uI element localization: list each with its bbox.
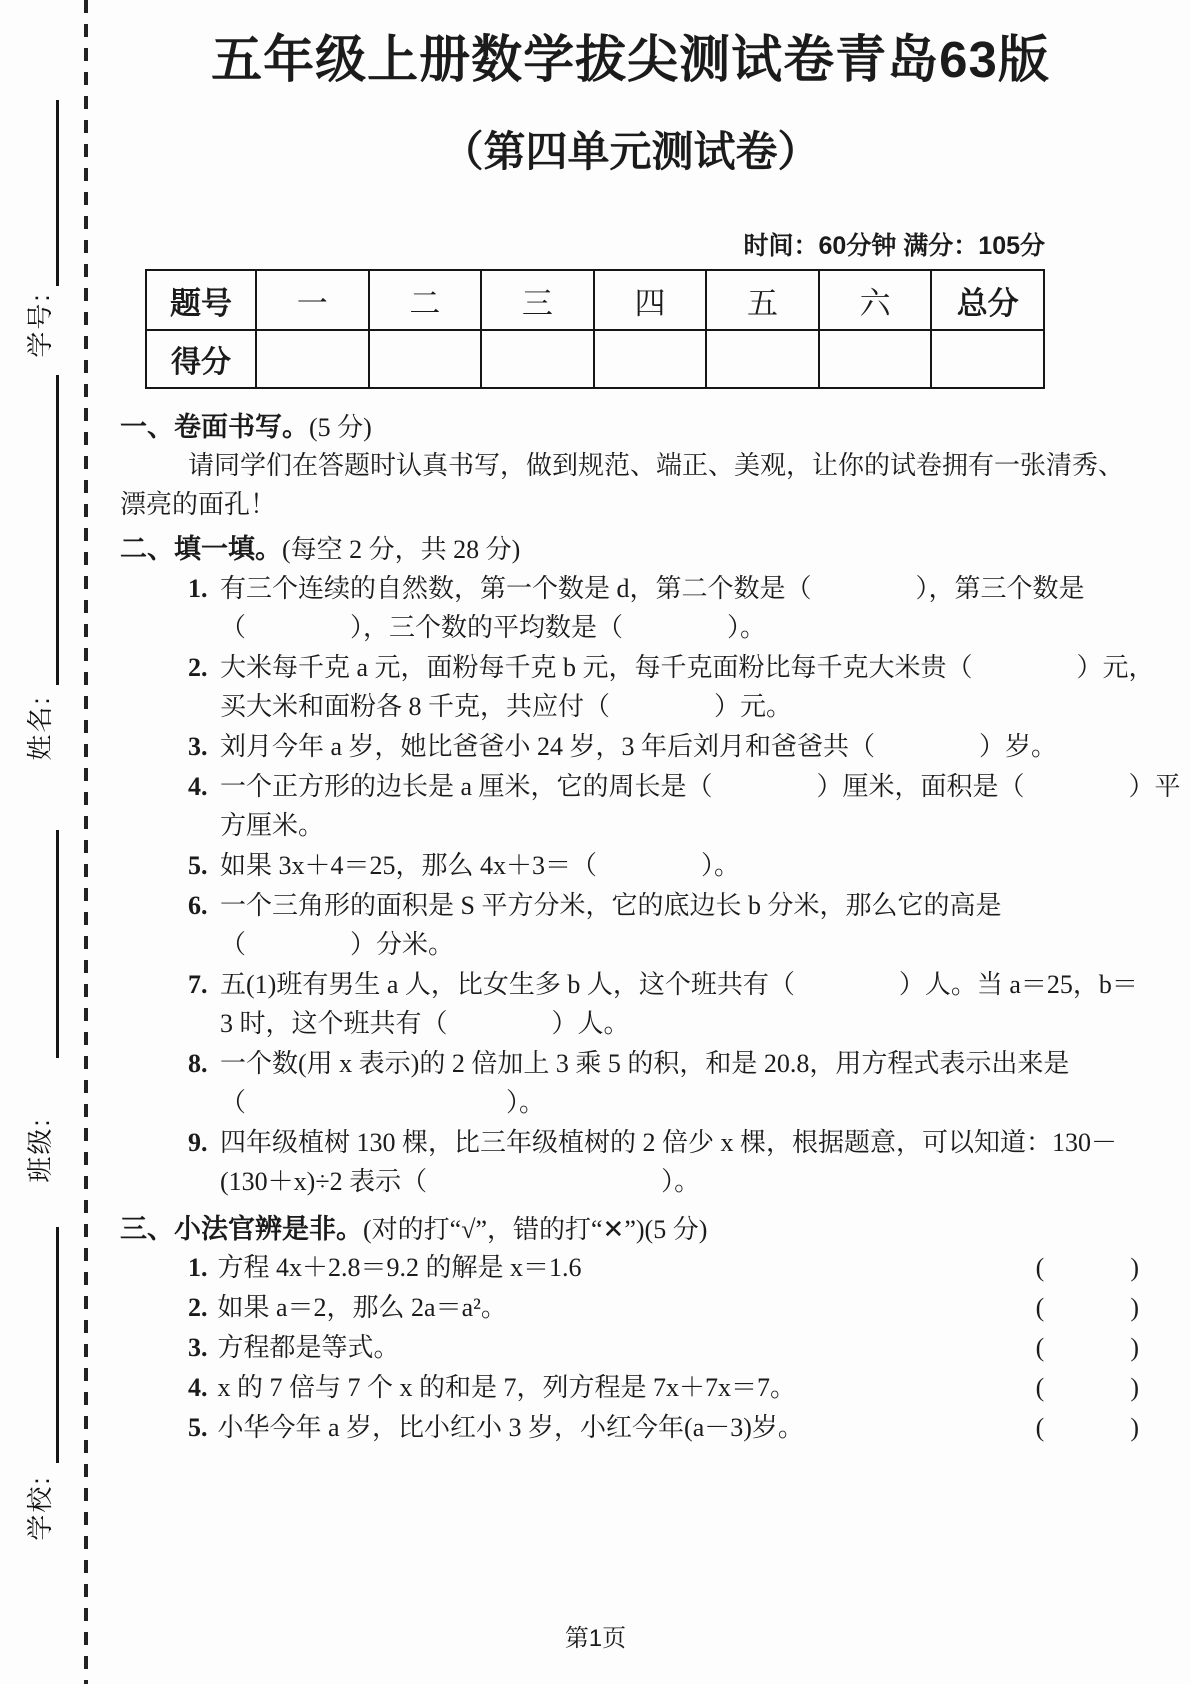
handwriting-notice-line: 漂亮的面孔！ (120, 490, 277, 519)
score-table-cell: 二 (369, 270, 482, 330)
question-number: 4. (188, 1373, 208, 1402)
question-text: 如果 3x＋4＝25，那么 4x＋3＝（ ）。 (220, 851, 741, 880)
judge-question (188, 1328, 1141, 1368)
fill-question (120, 1123, 1141, 1201)
fill-question (120, 965, 1141, 1043)
question-text: 一个正方形的边长是 a 厘米，它的周长是（ ）厘米，面积是（ ）平 (220, 772, 1181, 801)
fill-question (120, 727, 1141, 766)
score-table-cell (706, 330, 819, 388)
question-number: 6. (188, 891, 208, 920)
question-number: 1. (188, 574, 208, 603)
handwriting-notice-line: 请同学们在答题时认真书写，做到规范、端正、美观，让你的试卷拥有一张清秀、 (188, 451, 1125, 480)
answer-blank: ( ) (1035, 1333, 1141, 1362)
question-number: 8. (188, 1049, 208, 1078)
question-text: 方程都是等式。 (217, 1333, 400, 1362)
page-subtitle: （第四单元测试卷） (441, 128, 820, 175)
score-table-cell: 总分 (931, 270, 1044, 330)
binding-area (0, 0, 92, 1684)
section-three-title: 三、小法官辨是非。 (120, 1214, 363, 1244)
paper-content (92, 0, 1191, 1684)
class-label: 班级: (25, 1117, 55, 1183)
question-number: 9. (188, 1128, 208, 1157)
section-one-heading (120, 409, 1141, 446)
question-text: 方程 4x＋2.8＝9.2 的解是 x＝1.6 (217, 1253, 582, 1282)
fill-question (120, 886, 1141, 964)
fill-question-line (188, 767, 1181, 806)
judge-question-text (188, 1288, 507, 1328)
judge-question (188, 1408, 1141, 1448)
answer-blank: ( ) (1035, 1253, 1141, 1282)
question-number: 2. (188, 653, 208, 682)
question-number: 2. (188, 1293, 208, 1322)
score-table-cell (594, 330, 707, 388)
fill-question-line: （ ）分米。 (220, 930, 455, 959)
judge-question (188, 1248, 1141, 1288)
fill-question (120, 767, 1181, 845)
score-table-cell (819, 330, 932, 388)
question-text: 有三个连续的自然数，第一个数是 d，第二个数是（ ），第三个数是 (220, 574, 1085, 603)
score-table-cell: 六 (819, 270, 932, 330)
judge-question-text (188, 1408, 804, 1448)
answer-blank: ( ) (1035, 1373, 1141, 1402)
fill-question-line: 方厘米。 (220, 811, 325, 840)
signature-line (56, 100, 59, 286)
question-number: 5. (188, 1413, 208, 1442)
score-table-body (146, 270, 1044, 388)
score-table-cell (369, 330, 482, 388)
judge-items (120, 1248, 1141, 1448)
question-text: 一个数(用 x 表示)的 2 倍加上 3 乘 5 的积，和是 20.8，用方程式表示出来是 (220, 1049, 1070, 1078)
score-table-cell: 三 (481, 270, 594, 330)
score-table-cell (256, 330, 369, 388)
fill-question-line (188, 727, 1141, 766)
section-three (120, 1211, 1141, 1448)
judge-question (188, 1288, 1141, 1328)
question-number: 5. (188, 851, 208, 880)
question-text: 如果 a＝2，那么 2a＝a²。 (217, 1293, 507, 1322)
fill-question (120, 569, 1141, 647)
binding-dashed-line (84, 0, 88, 1684)
fill-question-line (188, 648, 1155, 687)
signature-line (56, 375, 59, 685)
question-number: 3. (188, 732, 208, 761)
fill-question-line: (130＋x)÷2 表示（ ）。 (220, 1167, 701, 1196)
name-label: 姓名: (25, 695, 55, 761)
judge-question-text (188, 1368, 796, 1408)
fill-question-line (188, 846, 1141, 885)
fill-question-line (188, 569, 1141, 608)
score-table-cell (931, 330, 1044, 388)
judge-question-text (188, 1248, 582, 1288)
question-text: 小华今年 a 岁，比小红小 3 岁，小红今年(a－3)岁。 (217, 1413, 804, 1442)
score-table-header-row (146, 270, 1044, 330)
fill-question-line: （ ）。 (220, 1088, 546, 1117)
section-two-points: (每空 2 分，共 28 分) (282, 535, 521, 564)
signature-line (56, 1227, 59, 1463)
fill-question (120, 846, 1141, 885)
question-text: 大米每千克 a 元，面粉每千克 b 元，每千克面粉比每千克大米贵（ ）元， (220, 653, 1155, 682)
answer-blank: ( ) (1035, 1293, 1141, 1322)
score-table-score-row (146, 330, 1044, 388)
student-id-label: 学号: (25, 292, 55, 358)
question-text: 四年级植树 130 棵，比三年级植树的 2 倍少 x 棵，根据题意，可以知道：130－ (220, 1128, 1118, 1157)
question-number: 1. (188, 1253, 208, 1282)
fill-question-line (188, 1123, 1141, 1162)
score-table-cell: 五 (706, 270, 819, 330)
section-three-heading (120, 1211, 1141, 1248)
fill-question-line: 3 时，这个班共有（ ）人。 (220, 1009, 630, 1038)
fill-question-line (188, 965, 1141, 1004)
section-two (120, 531, 1181, 1201)
fill-question-line: 买大米和面粉各 8 千克，共应付（ ）元。 (220, 692, 793, 721)
fill-question (120, 648, 1155, 726)
question-text: x 的 7 倍与 7 个 x 的和是 7，列方程是 7x＋7x＝7。 (217, 1373, 797, 1402)
score-table (145, 269, 1045, 389)
score-table-cell: 一 (256, 270, 369, 330)
exam-time-score: 时间：60分钟 满分：105分 (743, 232, 1045, 260)
judge-question-text (188, 1328, 400, 1368)
section-two-heading (120, 531, 1141, 568)
question-text: 五(1)班有男生 a 人，比女生多 b 人，这个班共有（ ）人。当 a＝25，b＝ (220, 970, 1138, 999)
fill-question-line: （ ），三个数的平均数是（ ）。 (220, 613, 767, 642)
question-number: 7. (188, 970, 208, 999)
section-two-title: 二、填一填。 (120, 534, 282, 564)
section-one-points: (5 分) (309, 413, 372, 442)
fill-question-line (188, 886, 1141, 925)
section-three-points: (对的打“√”，错的打“✕”)(5 分) (363, 1215, 708, 1244)
score-table-cell: 四 (594, 270, 707, 330)
question-text: 刘月今年 a 岁，她比爸爸小 24 岁，3 年后刘月和爸爸共（ ）岁。 (220, 732, 1058, 761)
score-table-cell: 题号 (146, 270, 256, 330)
page-title: 五年级上册数学拔尖测试卷青岛63版 (211, 31, 1050, 88)
answer-blank: ( ) (1035, 1413, 1141, 1442)
question-number: 4. (188, 772, 208, 801)
section-one (120, 409, 1141, 524)
score-table-cell: 得分 (146, 330, 256, 388)
question-text: 一个三角形的面积是 S 平方分米，它的底边长 b 分米，那么它的高是 (220, 891, 1002, 920)
score-table-cell (481, 330, 594, 388)
fill-question (120, 1044, 1141, 1122)
signature-line (56, 830, 59, 1058)
fill-items (120, 569, 1181, 1201)
page-number: 第1页 (564, 1625, 627, 1652)
section-one-title: 一、卷面书写。 (120, 412, 309, 442)
question-number: 3. (188, 1333, 208, 1362)
school-label: 学校: (25, 1475, 55, 1541)
judge-question (188, 1368, 1141, 1408)
fill-question-line (188, 1044, 1141, 1083)
